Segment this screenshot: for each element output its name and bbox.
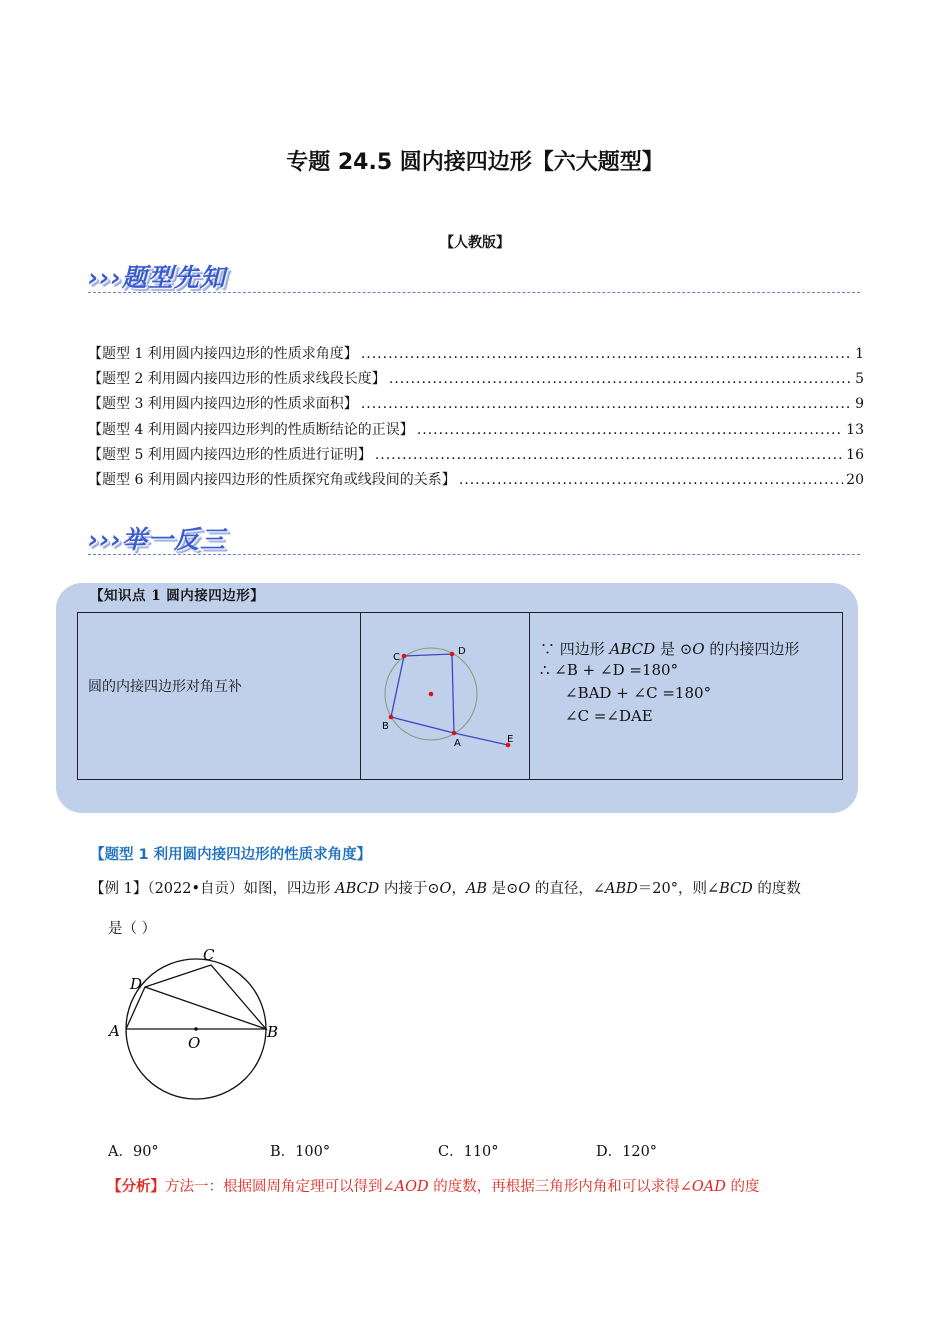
point-a <box>452 731 457 736</box>
point-c <box>402 654 407 659</box>
banner-divider <box>88 554 860 555</box>
option-d[interactable]: D．120° <box>596 1144 658 1160</box>
example-question-end: 是（ ） <box>108 921 157 937</box>
point-b <box>389 715 394 720</box>
label-o: O <box>188 1034 201 1052</box>
formula-line-1: ∵ 四边形 ABCD 是 ⊙O 的内接四边形 <box>540 640 800 658</box>
toc-item[interactable]: 【题型 2 利用圆内接四边形的性质求线段长度】 ..... 5 <box>88 370 864 388</box>
formula-line-2: ∴ ∠B + ∠D =180° <box>540 661 679 679</box>
option-c[interactable]: C．110° <box>438 1144 499 1160</box>
toc-item[interactable]: 【题型 4 利用圆内接四边形判的性质断结论的正误】 ..... 13 <box>88 421 864 439</box>
toc-item[interactable]: 【题型 1 利用圆内接四边形的性质求角度】 ..... 1 <box>88 345 864 363</box>
point-d <box>450 652 455 657</box>
label-b: B <box>382 721 389 732</box>
label-c: C <box>203 946 215 964</box>
label-b: B <box>267 1023 279 1041</box>
toc-item[interactable]: 【题型 6 利用圆内接四边形的性质探究角或线段间的关系】 ..... 20 <box>88 471 864 489</box>
edition-label: 【人教版】 <box>440 235 510 251</box>
banner-question-types: ›››题型先知 <box>88 263 226 292</box>
inscribed-quadrilateral-figure <box>360 613 530 779</box>
quadrilateral-shape <box>126 965 266 1029</box>
toc-item[interactable]: 【题型 5 利用圆内接四边形的性质进行证明】 ..... 16 <box>88 446 864 464</box>
quadrilateral-shape <box>391 654 454 733</box>
example-circle-figure <box>100 940 290 1100</box>
knowledge-description: 圆的内接四边形对角互补 <box>88 679 242 695</box>
center-point <box>194 1027 198 1031</box>
formula-line-4: ∠C =∠DAE <box>565 707 653 725</box>
label-e: E <box>507 734 514 745</box>
option-a[interactable]: A．90° <box>108 1144 159 1160</box>
toc-item[interactable]: 【题型 3 利用圆内接四边形的性质求面积】 ..... 9 <box>88 395 864 413</box>
extension-line <box>454 733 508 745</box>
banner-divider <box>88 292 860 293</box>
banner-examples: ›››举一反三 <box>88 525 226 554</box>
section-heading: 【题型 1 利用圆内接四边形的性质求角度】 <box>90 847 372 863</box>
document-title: 专题 24.5 圆内接四边形【六大题型】 <box>286 150 664 175</box>
center-point <box>429 692 434 697</box>
label-c: C <box>393 652 400 663</box>
option-b[interactable]: B．100° <box>270 1144 331 1160</box>
formula-line-3: ∠BAD + ∠C =180° <box>565 684 712 702</box>
label-a: A <box>454 738 461 749</box>
label-a: A <box>109 1022 120 1040</box>
knowledge-label: 【知识点 1 圆内接四边形】 <box>90 588 265 604</box>
label-d: D <box>458 646 466 657</box>
example-question: 【例 1】（2022•自贡）如图，四边形 ABCD 内接于⊙O，AB 是⊙O 的直径，∠ABD＝20°，则∠BCD 的度数 <box>90 881 801 897</box>
label-d: D <box>130 975 143 993</box>
analysis-text: 【分析】方法一：根据圆周角定理可以得到∠AOD 的度数，再根据三角形内角和可以求得∠OAD 的度 <box>107 1178 760 1195</box>
